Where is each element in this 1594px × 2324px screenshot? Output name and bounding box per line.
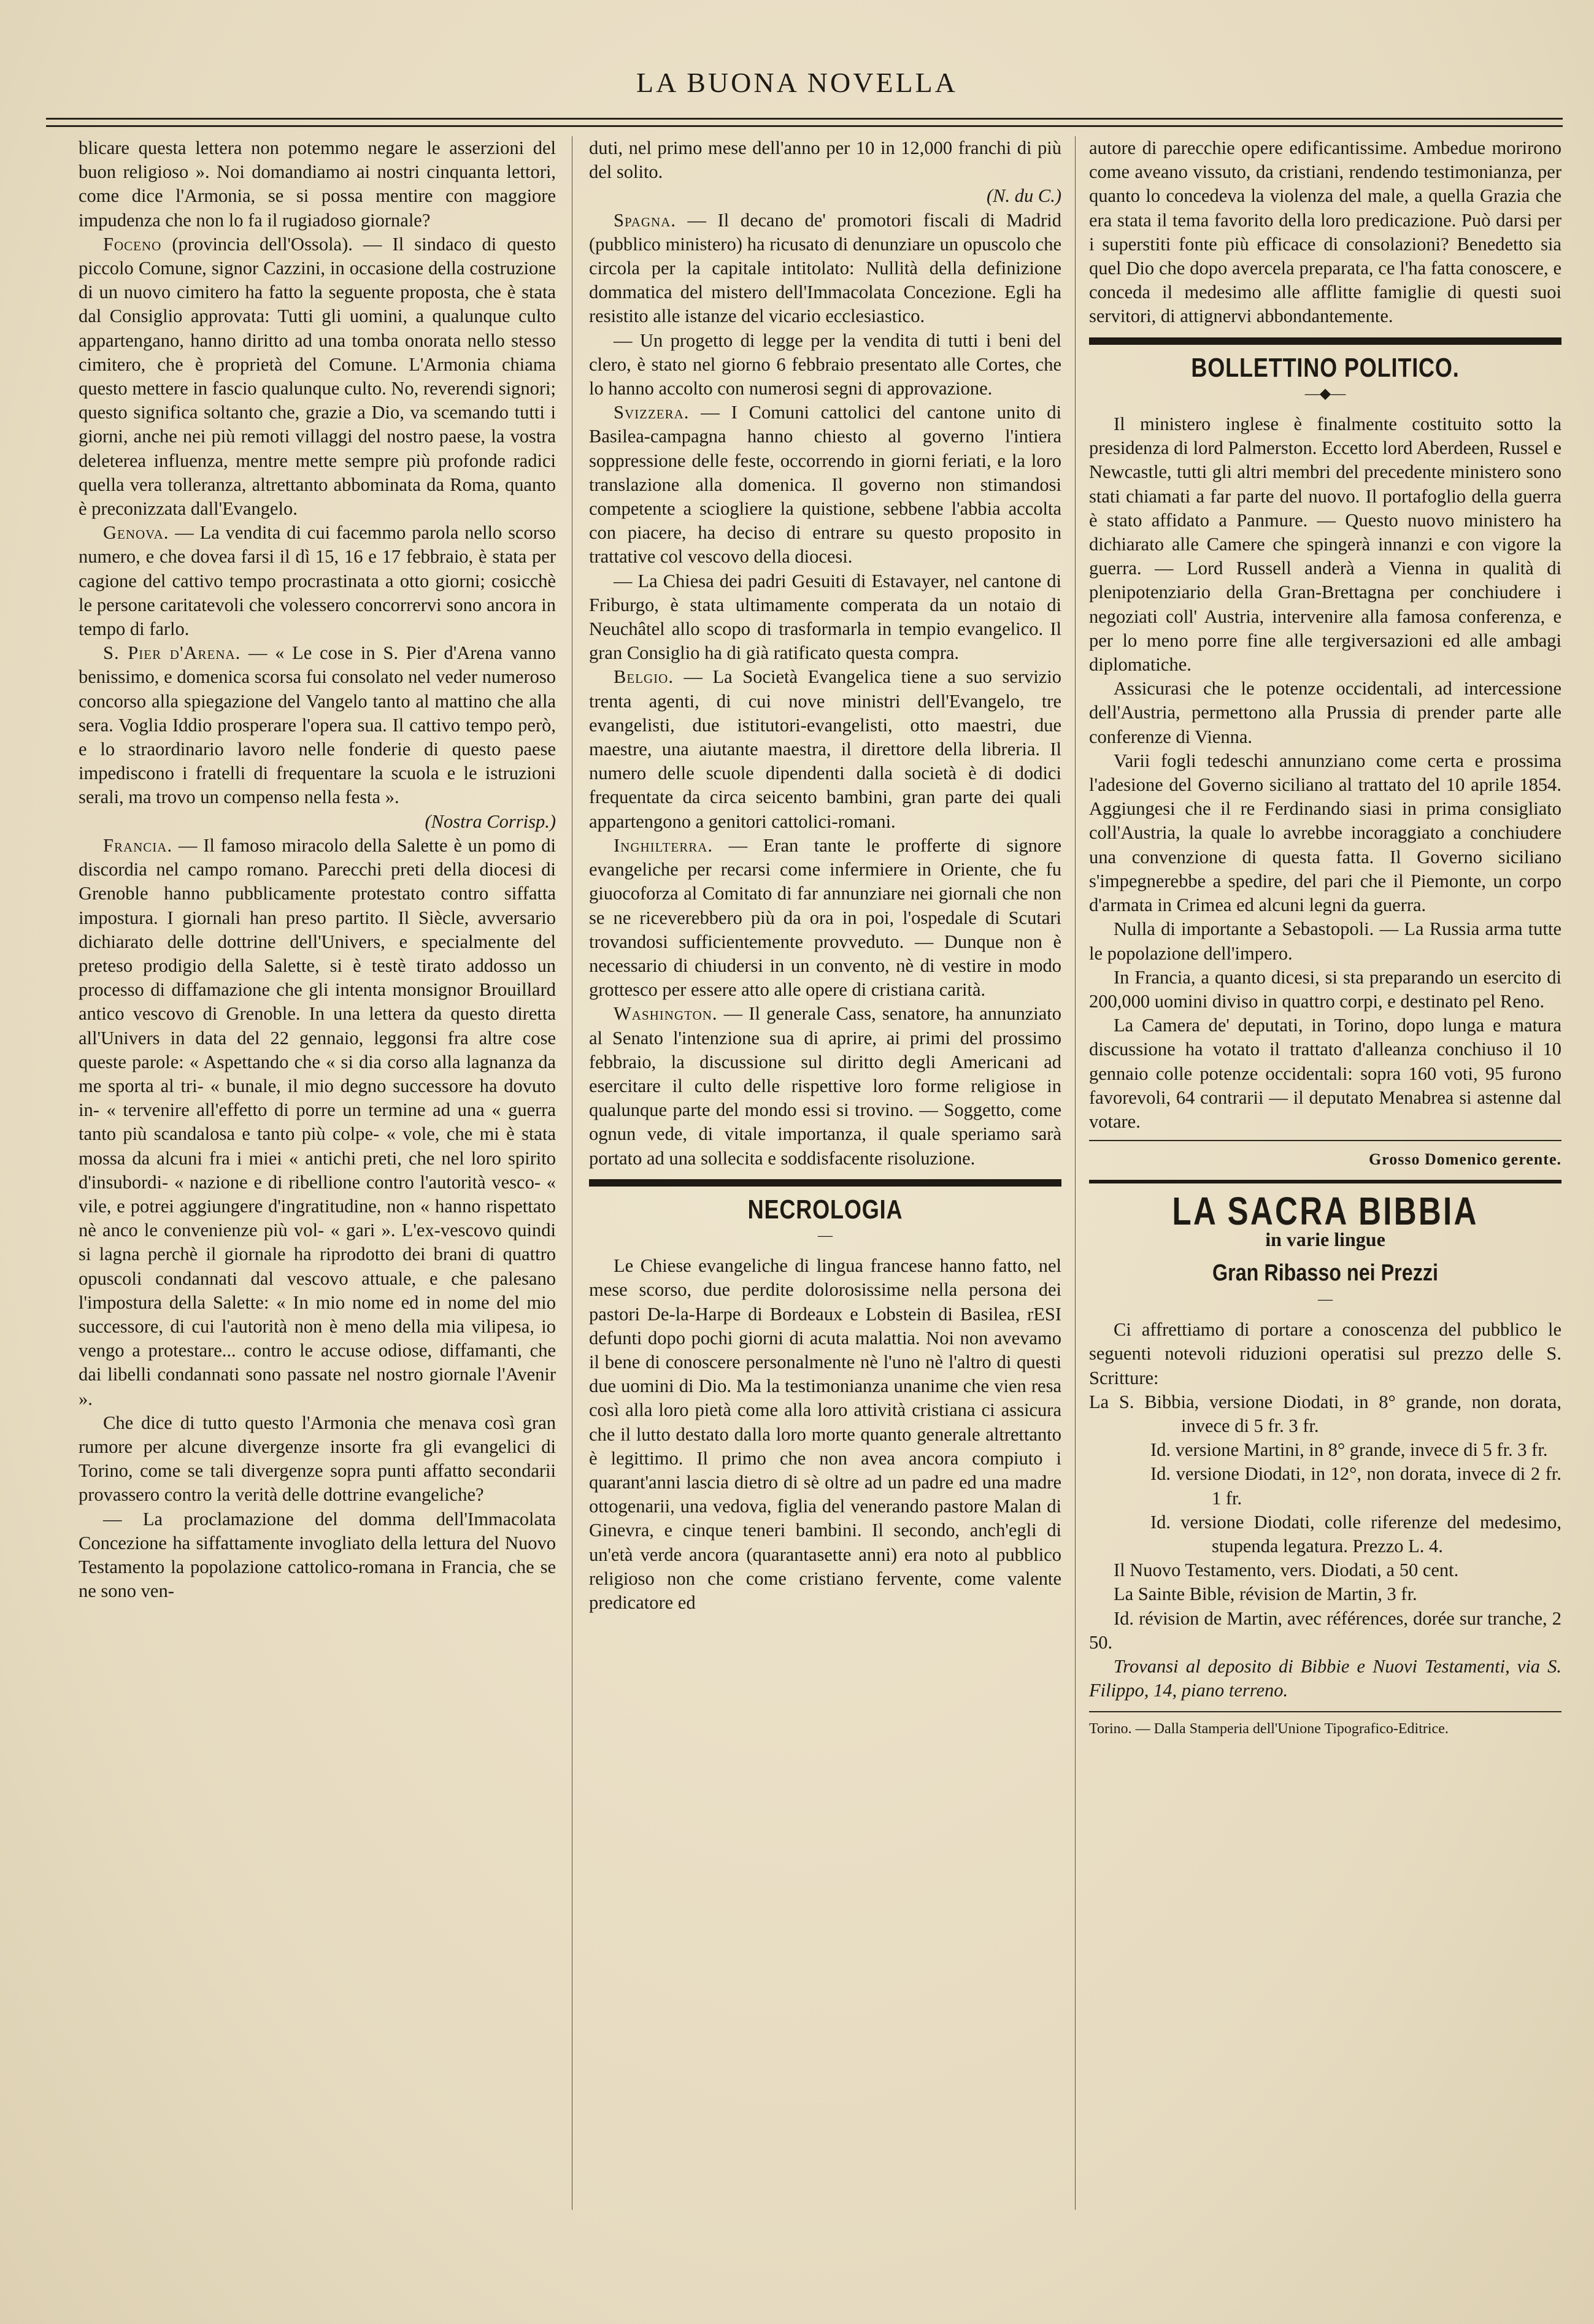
- masthead: LA BUONA NOVELLA: [636, 67, 958, 98]
- signature: [589, 184, 1061, 208]
- imprint: Torino. — Dalla Stamperia dell'Unione Tipografico-Editrice.: [1089, 1711, 1561, 1741]
- section-label: Spagna.: [614, 209, 677, 231]
- paragraph-pier: [79, 641, 556, 809]
- section-label: Foceno: [103, 233, 162, 255]
- column-1: [79, 136, 556, 1603]
- paragraph: Che dice di tutto questo l'Armonia che menava così gran rumore per alcune divergenze insorte fra gli evangelici di Torino, come se tali divergenze sopra punti affatto secondarii provassero contro la verità delle dottrine evangeliche?: [79, 1412, 556, 1506]
- gerente-line: Grosso Domenico gerente.: [1368, 1150, 1561, 1169]
- paragraph-foceno: [79, 233, 556, 521]
- section-label: Belgio.: [614, 666, 674, 688]
- ad-intro: Ci affrettiamo di portare a conoscenza del pubblico le seguenti notevoli riduzioni operatisi sul prezzo delle S. Scritture:: [1089, 1319, 1561, 1388]
- signature-text: (N. du C.): [987, 185, 1061, 207]
- paragraph: Varii fogli tedeschi annunziano come certa e prossima l'adesione del Governo siciliano al trattato del 10 aprile 1854. Aggiungesi che il re Ferdinando siasi in prima consigliato coll'Austria, la quale lo avrebbe incoraggiato a conchiudere una convenzione di questa fatta. Il Governo siciliano s'impegnerebbe a spedire, del pari che il Piemonte, un corpo d'armata in Crimea ed alcuni legni da guerra.: [1089, 750, 1561, 916]
- paragraph: blicare questa lettera non potemmo negare le asserzioni del buon religioso ». Noi domandiamo ai nostri cinquanta lettori, come dice l'Armonia, se si possa mentire con maggiore impudenza che non lo fa il rugiadoso giornale?: [79, 137, 556, 231]
- paragraph-spagna: [589, 209, 1061, 329]
- paragraph-belgio: [589, 665, 1061, 833]
- paragraph: Le Chiese evangeliche di lingua francese hanno fatto, nel mese scorso, due perdite dolorosissime nella persona dei pastori De-la-Harpe di Bordeaux e Lobstein di Basilea, rESI defunti dopo pochi giorni di acuta malattia. Noi non avevamo il bene di conoscere personalmente nè l'uno nè l'altro di questi due uomini di Dio. Ma la testimonianza unanime che vien resa così alla loro pietà come alla loro attività cristiana ci assicura che il lutto destato dalla loro morte quanto generale altrettanto è legittimo. Il primo che non avea ancora compiuto i quarant'anni lascia dietro di sè oltre ad un padre ed una madre ottogenarii, una vedova, figlia del venerando pastore Malan di Ginevra, e cinque teneri bambini. Il secondo, anch'egli di un'età verde ancora (quarantasette anni) era noto al pubblico religioso non che come cristiano fervente, come valente predicatore ed: [589, 1255, 1061, 1613]
- section-rule: [1089, 1180, 1561, 1183]
- paragraph: autore di parecchie opere edificantissime. Ambedue morirono come aveano vissuto, da cristiani, rendendo testimonianza, per quanto lo concedeva la violenza del male, a quella Grazia che era stata il tema favorito della loro predicazione. Può darsi per i superstiti fonte più efficace di consolazioni? Benedetto sia quel Dio che dopo avercela preparata, ce l'ha fatta conoscere, e conceda il medesimo alle afflitte famiglie di questi suoi servitori, di attignervi abbondantemente.: [1089, 137, 1561, 327]
- section-title-necrologia: NECROLOGIA: [747, 1194, 903, 1225]
- column-2: [589, 136, 1061, 1615]
- paragraph-text: — Il generale Cass, senatore, ha annunziato al Senato l'intenzione sua di aprire, ai primi del prossimo febbraio, la discussione sul diritto degli Americani ad esercitare il culto delle rispettive loro forme religiose in qualunque parte del mondo essi si trovino. — Soggetto, come ognun vede, di vitale importanza, il quale speriamo sarà portato ad una sollecita e soddisfacente risoluzione.: [589, 1003, 1061, 1169]
- paragraph-francia: [79, 834, 556, 1411]
- column-divider: [1075, 136, 1076, 2210]
- section-label: Inghilterra.: [614, 834, 714, 856]
- paragraph: Nulla di importante a Sebastopoli. — La Russia arma tutte le popolazione dell'impero.: [1089, 918, 1561, 964]
- ad-headline: Gran Ribasso nei Prezzi: [1212, 1260, 1438, 1286]
- ornament-dash: —◆—: [1304, 385, 1346, 402]
- paragraph: — La Chiesa dei padri Gesuiti di Estavayer, nel cantone di Friburgo, è stata ultimamente comperata da un notaio di Neuchâtel allo scopo di trasformarla in tempio evangelico. Il gran Consiglio ha di già ratificato questa compra.: [589, 570, 1061, 664]
- ornament-dash: —: [1318, 1291, 1333, 1307]
- section-label: Francia.: [103, 834, 173, 856]
- ad-item: La S. Bibbia, versione Diodati, in 8° grande, non dorata, invece di 5 fr. 3 fr.: [1089, 1391, 1561, 1436]
- paragraph-text: (provincia dell'Ossola). — Il sindaco di questo piccolo Comune, signor Cazzini, in occasione della costruzione di un nuovo cimitero ha fatto la seguente proposta, che è stata dal Consiglio approvata: Tutti gli uomini, a qualunque culto appartengano, hanno diritto ad una tomba onorata nello stesso cimitero, che è proprietà del Comune. L'Armonia chiama questo mettere in fascio qualunque culto. No, reverendi signori; questo significa soltanto che, grazie a Dio, va scemando tutti i giorni, anche nei più remoti villaggi del nostro paese, la vostra deleterea influenza, mentre mette sempre più profonde radici quella vera tolleranza, altrettanto abbominata da Roma, quanto è preconizzata dall'Evangelo.: [79, 233, 556, 520]
- ad-item: Id. versione Diodati, colle riferenze del medesimo, stupenda legatura. Prezzo L. 4.: [1150, 1511, 1561, 1556]
- paragraph: La Camera de' deputati, in Torino, dopo lunga e matura discussione ha votato il trattato d'alleanza conchiuso il 10 gennaio colle potenze occidentali: sopra 160 voti, 95 furono favorevoli, 64 contrarii — il deputato Menabrea si astenne dal votare.: [1089, 1015, 1561, 1132]
- paragraph-text: — I Comuni cattolici del cantone unito di Basilea-campagna hanno chiesto al governo l'intiera soppressione delle feste, occorrendo in giorni feriati, e la loro translazione alla domenica. Il governo non stimandosi competente a sciogliere la quistione, sebbene l'abbia accolta con piacere, ha deciso di entrare su questo proposito in trattative col vescovo della diocesi.: [589, 402, 1061, 568]
- ad-item: Id. versione Diodati, in 12°, non dorata, invece di 2 fr. 1 fr.: [1150, 1463, 1561, 1509]
- paragraph: In Francia, a quanto dicesi, si sta preparando un esercito di 200,000 uomini diviso in quattro corpi, e destinato pel Reno.: [1089, 966, 1561, 1012]
- ad-title: LA SACRA BIBBIA: [1172, 1189, 1479, 1234]
- paragraph-text: — La vendita di cui facemmo parola nello scorso numero, e che dovea farsi il dì 15, 16 e 17 febbraio, è stata per cagione del cattivo tempo procrastinata a otto giorni; cosicchè le persone caritatevoli che volessero concorrervi sono ancora in tempo di farlo.: [79, 522, 556, 640]
- section-label: Genova.: [103, 522, 169, 544]
- paragraph: duti, nel primo mese dell'anno per 10 in 12,000 franchi di più del solito.: [589, 137, 1061, 183]
- paragraph: — La proclamazione del domma dell'Immacolata Concezione ha siffattamente invogliato della lettura del Nuovo Testamento la popolazione cattolico-romana in Francia, che se ne sono ven-: [79, 1508, 556, 1602]
- ad-item: La Sainte Bible, révision de Martin, 3 fr.: [1114, 1583, 1417, 1605]
- paragraph-text: — Il famoso miracolo della Salette è un pomo di discordia nel campo romano. Parecchi preti della diocesi di Grenoble hanno pubblicamente protestato contro siffatta impostura. I giornali han preso partito. Il Siècle, avversario dichiarato delle dottrine dell'Univers, e specialmente del preteso prodigio della Salette, si è testè tirato addosso un processo di diffamazione che gli intenta monsignor Brouillard antico vescovo di Grenoble. In una lettera da questo diretta all'Univers in data del 22 gennaio, leggonsi fra altre cose queste parole: « Aspettando che « si dia corso alla lagnanza da me sporta al tri- « bunale, il mio degno successore ha dovuto in- « tervenire all'effetto di porre un termine ad una « guerra tanto più scandalosa e tanto più colpe- « vole, che mi è stata mossa da alcuni fra i miei « antichi preti, che nel loro spirito d'insubordi- « nazione e di ribellione contro l'autorità vesco- « vile, e potrei aggiungere d'ingratitudine, non « hanno rispettato nè anco le convenienze più vol- « gari ». L'ex-vescovo quindi si lagna perchè il giornale ha riprodotto dei brani di quattro opuscoli condannati dal vescovo attuale, e che palesano l'impostura della Salette: « In mio nome ed in nome del mio successore, di cui l'autorità non è meno della mia vilipesa, io vengo a protestare... contro le accuse odiose, diffamanti, che dai libelli condannati sono passate nel nostro giornale l'Avenir ».: [79, 834, 556, 1409]
- section-title-bollettino: BOLLETTINO POLITICO.: [1191, 352, 1460, 383]
- top-rule: [46, 118, 1563, 127]
- paragraph-text: — « Le cose in S. Pier d'Arena vanno benissimo, e domenica scorsa fui consolato nel veder numeroso concorso alla spiegazione del Vangelo tanto al mattino che alla sera. Voglia Iddio prosperare l'opera sua. Il cattivo tempo però, e lo straordinario lavoro nelle fonderie di questo paese impediscono i fratelli di frequentare la scuola e le istruzioni serali, ma trovo un compenso nella festa ».: [79, 642, 556, 808]
- section-rule: [589, 1179, 1061, 1187]
- paragraph: — Un progetto di legge per la vendita di tutti i beni del clero, è stato nel giorno 6 febbraio presentato alle Cortes, che lo hanno accolto con numerosi segni di approvazione.: [589, 329, 1061, 399]
- column-3: [1089, 136, 1561, 1742]
- section-rule: [1089, 337, 1561, 345]
- signature: [79, 810, 556, 834]
- divider: [1089, 1140, 1561, 1141]
- ad-subtitle: in varie lingue: [1265, 1228, 1385, 1250]
- paragraph-text: — La Società Evangelica tiene a suo servizio trenta agenti, di cui nove ministri dell'Evangelo, tre evangelisti, due istitutori-evangelisti, otto maestri, due maestre, una aiutante maestra, il direttore della libreria. Il numero delle scuole dipendenti dalla società è di dodici frequentate da circa seicento bambini, gran parte dei quali appartengono a genitori cattolici-romani.: [589, 666, 1061, 832]
- section-label: Svizzera.: [614, 402, 690, 423]
- paragraph-text: — Eran tante le profferte di signore evangeliche per recarsi come infermiere in Oriente, che fu giuocoforza al Comitato di far annunziare nei giornali che non se ne riceverebbero più da ora in poi, l'ospedale di Scutari trovandosi sufficientemente provveduto. — Dunque non è necessario di chiudersi in un convento, nè di vestire in modo grottesco per essere atto alle opere di cristiana carità.: [589, 834, 1061, 1001]
- paragraph-text: — Il decano de' promotori fiscali di Madrid (pubblico ministero) ha ricusato di denunziare un opuscolo che circola per la capitale intitolato: Nullità della definizione dommatica del mistero dell'Immacolata Concezione. Egli ha resistito alle istanze del vicario ecclesiastico.: [589, 209, 1061, 327]
- ad-footer-text: Trovansi al deposito di Bibbie e Nuovi Testamenti, via S. Filippo, 14, piano terreno.: [1089, 1655, 1561, 1701]
- signature-text: (Nostra Corrisp.): [425, 810, 556, 832]
- ad-footer: [1089, 1655, 1561, 1703]
- paragraph: Assicurasi che le potenze occidentali, ad intercessione dell'Austria, permettono alla Prussia di prender parte alle conferenze di Vienna.: [1089, 678, 1561, 747]
- ad-item: Id. révision de Martin, avec références, dorée sur tranche, 2 50.: [1089, 1607, 1561, 1653]
- section-label: Washington.: [614, 1003, 718, 1025]
- section-label: S. Pier d'Arena.: [103, 642, 241, 664]
- ad-item: Id. versione Martini, in 8° grande, invece di 5 fr. 3 fr.: [1150, 1439, 1548, 1461]
- paragraph-svizzera: [589, 401, 1061, 569]
- ad-item: Il Nuovo Testamento, vers. Diodati, a 50 cent.: [1114, 1560, 1459, 1581]
- ornament-dash: —: [818, 1227, 833, 1244]
- paragraph-inghilterra: [589, 834, 1061, 1002]
- paragraph-washington: [589, 1002, 1061, 1170]
- paragraph-genova: [79, 521, 556, 641]
- paragraph: Il ministero inglese è finalmente costituito sotto la presidenza di lord Palmerston. Eccetto lord Aberdeen, Russel e Newcastle, tutti gli altri membri del precedente ministero sono stati chiamati a far parte del nuovo. Il portafoglio della guerra è stato affidato a Panmure. — Questo nuovo ministero ha dichiarato alle Camere che spingerà innanzi e con vigore la guerra. — Lord Russell anderà a Vienna in qualità di plenipotenziario della Gran-Brettagna per conchiudere i negoziati coll' Austria, intervenire alla famosa conferenza, e per lo meno porre fine alle tergiversazioni ed alle ambagi diplomatiche.: [1089, 414, 1561, 675]
